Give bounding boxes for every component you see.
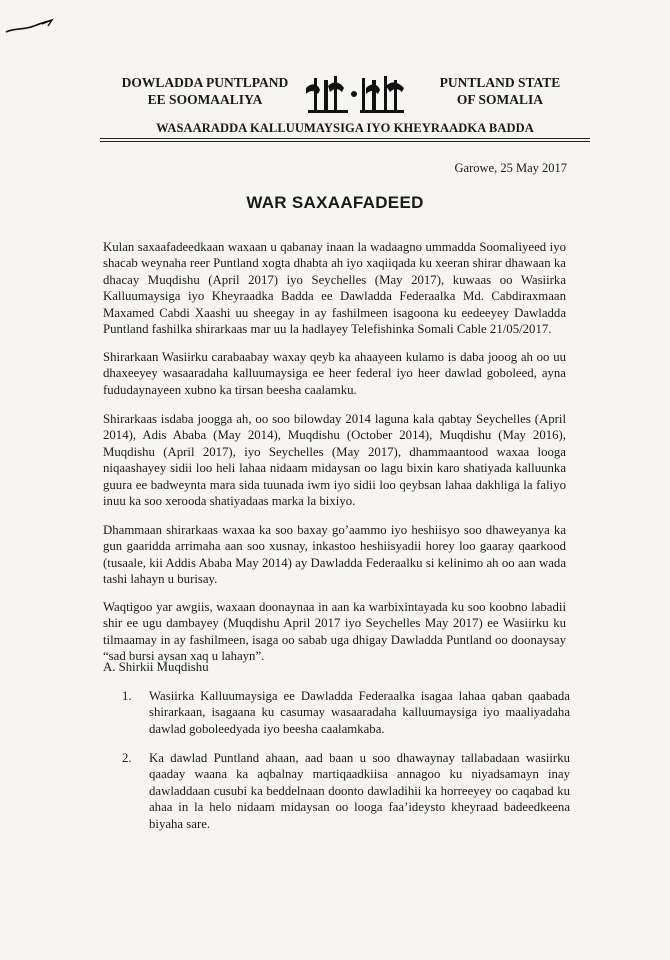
header-rule — [100, 138, 590, 139]
header-left — [100, 74, 310, 108]
list-item — [122, 750, 570, 832]
paragraph-1: Kulan saxaafadeedkaan waxaan u qabanay inaan la wadaagno ummadda Soomaliyeed iyo shacab weynaha reer Puntland xogta dhabta ah iyo xaqiiqada ku xeeran shirar dhawaan ka dhacay Muqdishu (April 2017) iyo Seychelles (May 2017), kuwaas oo Wasiirka Kalluumaysiga iyo Kheyraadka Badda ee Dawladda Federaalka Md. Cabdiraxmaan Maxamed Cabdi Xaashi uu sheegay in ay fashilmeen isagoona ku eedeeyey Dawladda Puntland fashilka shirarkaas mar uu la hadlayey Telefishinka Somali Cable 21/05/2017. — [103, 240, 566, 337]
document-date: Garowe, 25 May 2017 — [454, 161, 567, 175]
list-item-text: Wasiirka Kalluumaysiga ee Dawladda Federaalka isagaa lahaa qaban qaabada shirarkaan, isagaana ku casumay wasaaradaha kalluumaysiga iyo maaliyadaha dawlad goboleedyada iyo beesha caalamkaba. — [149, 689, 570, 736]
header-right-line1: PUNTLAND STATE — [439, 75, 561, 90]
paragraph-3: Shirarkaas isdaba joogga ah, oo soo bilowday 2014 laguna kala qabtay Seychelles (April 2014), Adis Ababa (May 2014), Muqdishu (October 2014), Muqdishu (May 2016), Muqdishu (April 2017), iyo Seychelles (May 2017), dhammaantood waxaa looga niqaashayey sidii loo heli lahaa nidaam midaysan oo lagu bixin karo shatiyada kalluunka guura ee badweynta mara sida tuunada iwm iyo sidii loo qeybsan lahaa dakhliga la faliyo inuu ka soo xerooda shatiyadaas marka la bixiyo. — [103, 412, 566, 509]
paragraph-4: Dhammaan shirarkaas waxaa ka soo baxay go’aammo iyo heshiisyo soo dhaweyanya ka gun gaaridda arrimaha aan soo xusnay, inkastoo heshiisyadii horey loo gaaray qaarkood (tusaale, kii Addis Ababa May 2014) ay Dawladda Federaalku si kelinimo ah oo aan wada tashi lahayn u burisay. — [103, 523, 566, 587]
header-right-line2: OF SOMALIA — [456, 92, 544, 107]
list-item-text: Ka dawlad Puntland ahaan, aad baan u soo dhawaynay tallabadaan wasiirku qaaday waana ka aqbalnay martiqaadkiisa annagoo ku niyadsamayn inay dawladdaan cusubi ka beddelnaan doonto dawladihii ka horreeyey oo caqabad ku ahaa in la helo nidaam midaysan oo looga faa’ideysto kheyraad badeedkeena biyaha sare. — [149, 751, 570, 831]
ministry-name: WASAARADDA KALLUUMAYSIGA IYO KHEYRAADKA BADDA — [156, 121, 534, 135]
list-item-number: 2. — [122, 751, 132, 765]
section-heading: A. Shirkii Muqdishu — [103, 660, 209, 674]
puntland-crest-icon — [300, 72, 412, 116]
header-rule-double — [100, 141, 590, 142]
paragraph-5: Waqtigoo yar awgiis, waxaan doonaynaa in aan ka warbixintayada ku soo koobno labadii shir ee ugu dambayey (Muqdishu April 2017 iyo Seychelles May 2017) ee Wasiirku ku tilmaamay in ay fashilmeen, isaga oo sabab uga dhigay Dawladda Puntland oo doonaysay “sad bursi aysan xaq u lahayn”. — [103, 600, 566, 664]
list-item-number: 1. — [122, 689, 132, 703]
document-title: WAR SAXAAFADEED — [246, 193, 424, 212]
header-right — [415, 74, 585, 108]
header-left-line1: DOWLADDA PUNTLPAND — [121, 75, 289, 90]
header-left-line2: EE SOOMAALIYA — [147, 92, 263, 107]
list-item — [122, 688, 570, 737]
paragraph-2: Shirarkaan Wasiirku carabaabay waxay qeyb ka ahaayeen kulamo is daba jooog ah oo uu dhaxeeyey wasaaradaha kalluumaysiga ee heer federal iyo heer dawlad goboleed, ayna fududaynayeen xubno ka tirsan beesha caalamku. — [103, 350, 566, 397]
handwritten-mark — [4, 14, 54, 38]
